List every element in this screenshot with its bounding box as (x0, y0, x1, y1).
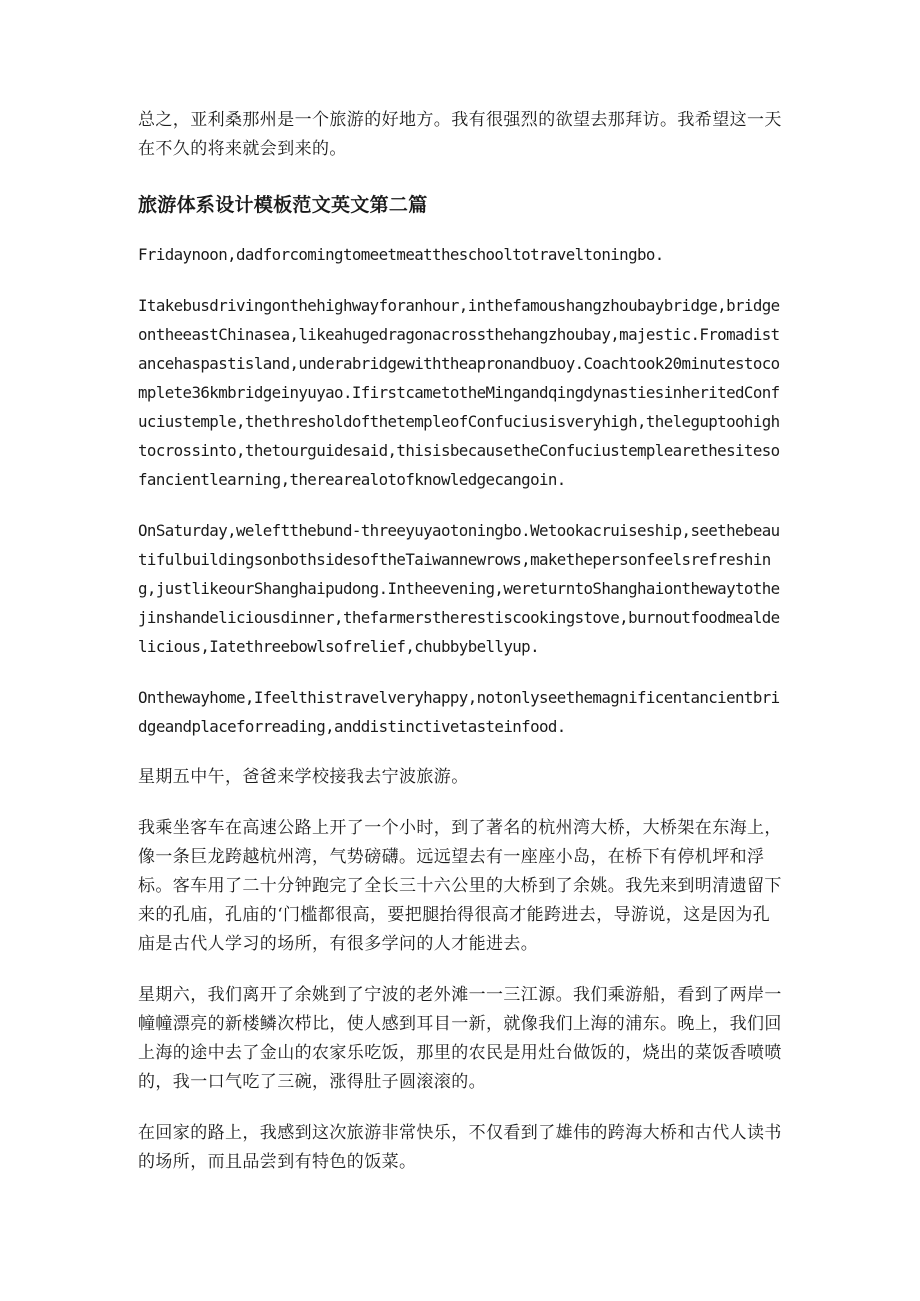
chinese-paragraph-4: 在回家的路上，我感到这次旅游非常快乐，不仅看到了雄伟的跨海大桥和古代人读书的场所，而且品尝到有特色的饭菜。 (138, 1123, 782, 1172)
english-paragraph-3: OnSaturday,weleftthebund-threeyuyaotoningbo.Wetookacruiseship,seethebeautifulbuildingsonbothsidesoftheTaiwannewrows,makethepersonfeelsrefreshing,justlikeourShanghaipudong.Intheevening,wereturntoShanghaionthewaytothejinshandeliciousdinner,thefarmerstherestiscookingstove,burnoutfoodmealdelicious,Iatethreebowlsofrelief,chubbybellyup. (138, 521, 780, 656)
spacer (138, 661, 786, 683)
spacer (138, 220, 786, 240)
document-page (138, 106, 786, 1177)
spacer (138, 741, 786, 763)
english-paragraph-1: Fridaynoon,dadforcomingtomeetmeattheschooltotraveltoningbo. (138, 245, 664, 264)
spacer (138, 792, 786, 814)
section-heading: 旅游体系设计模板范文英文第二篇 (138, 194, 428, 216)
spacer (138, 494, 786, 516)
spacer (138, 1097, 786, 1119)
intro-paragraph: 总之，亚利桑那州是一个旅游的好地方。我有很强烈的欲望去那拜访。我希望这一天在不久的将来就会到来的。 (138, 110, 782, 159)
chinese-paragraph-2: 我乘坐客车在高速公路上开了一个小时，到了著名的杭州湾大桥，大桥架在东海上，像一条巨龙跨越杭州湾，气势磅礴。远远望去有一座座小岛，在桥下有停机坪和浮标。客车用了二十分钟跑完了全长三十六公里的大桥到了余姚。我先来到明清遗留下来的孔庙，孔庙的‘门槛都很高，要把腿抬得很高才能跨进去，导游说，这是因为孔庙是古代人学习的场所，有很多学问的人才能进去。 (138, 818, 782, 954)
english-paragraph-4: Onthewayhome,Ifeelthistravelveryhappy,notonlyseethemagnificentancientbridgeandplaceforreading,anddistinctivetasteinfood. (138, 688, 780, 736)
chinese-paragraph-3: 星期六，我们离开了余姚到了宁波的老外滩一一三江源。我们乘游船，看到了两岸一幢幢漂亮的新楼鳞次栉比，使人感到耳目一新，就像我们上海的浦东。晚上，我们回上海的途中去了金山的农家乐吃饭，那里的农民是用灶台做饭的，烧出的菜饭香喷喷的，我一口气吃了三碗，涨得肚子圆滚滚的。 (138, 985, 782, 1092)
spacer (138, 959, 786, 981)
spacer (138, 269, 786, 291)
english-paragraph-2: Itakebusdrivingonthehighwayforanhour,inthefamoushangzhoubaybridge,bridgeontheeastChinasea,likeahugedragonacrossthehangzhoubay,majestic.Fromadistancehaspastisland,underabridgewiththeapronandbuoy.Coachtook20minutestocomplete36kmbridgeinyuyao.IfirstcametotheMingandqingdynastiesinheritedConfuciustemple,thethresholdofthetempleofConfuciusisveryhigh,theleguptoohightocrossinto,thetourguidesaid,thisisbecausetheConfuciustemplearethesitesofancientlearning,therearealotofknowledgecangoin. (138, 296, 780, 489)
spacer (138, 164, 786, 190)
chinese-paragraph-1: 星期五中午，爸爸来学校接我去宁波旅游。 (138, 767, 469, 787)
